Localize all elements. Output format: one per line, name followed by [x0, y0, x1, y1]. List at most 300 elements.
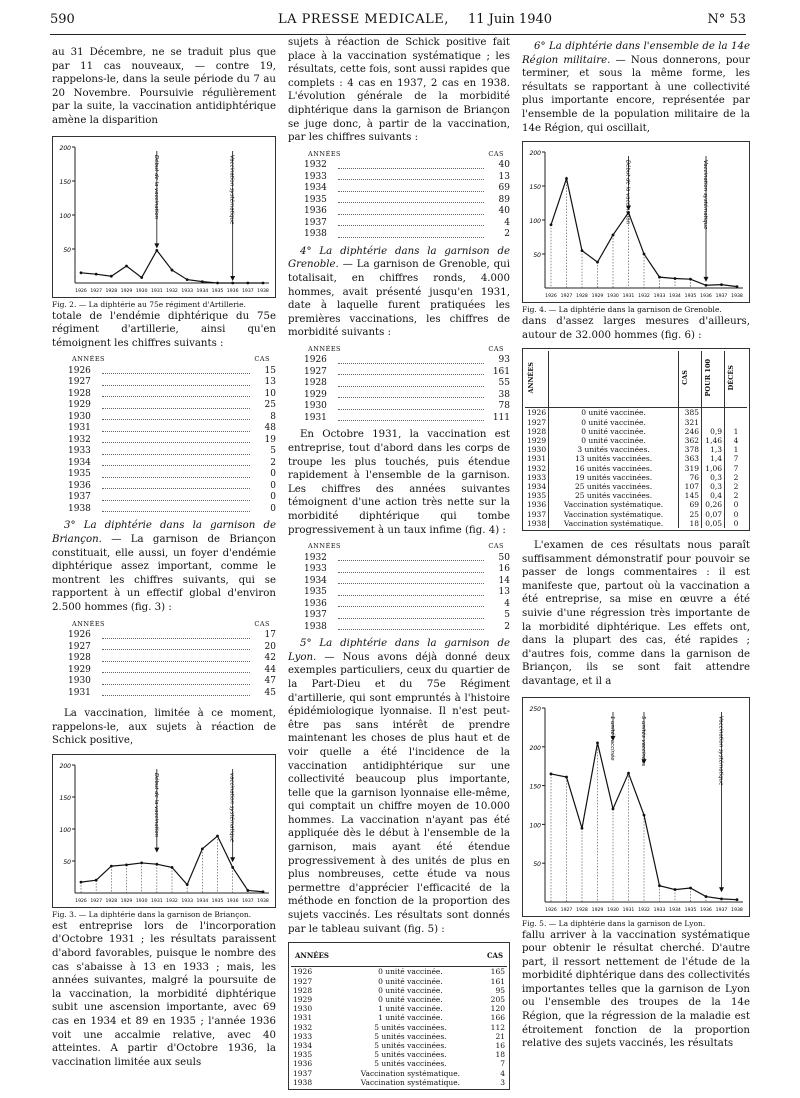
cases-cell: 78 [498, 401, 510, 412]
x-tick-label: 1929 [120, 898, 133, 904]
percent-cell: 0,05 [702, 519, 725, 528]
chart-fig3 [53, 755, 275, 907]
table-region [522, 348, 750, 531]
table-row [525, 427, 747, 436]
section-title: 6° La diphtérie dans l'ensemble de la 14e Région militaire. [522, 41, 750, 66]
x-tick-label: 1927 [560, 907, 573, 913]
cases-cell: 76 [679, 473, 702, 482]
col-header: ANNÉES [527, 361, 535, 394]
table-row [291, 967, 507, 977]
cases-cell: 161 [490, 976, 505, 986]
cases-cell: 145 [679, 491, 702, 500]
x-tick-label: 1933 [181, 898, 194, 904]
year-cell: 1933 [304, 171, 327, 182]
x-tick-label: 1938 [257, 898, 269, 904]
x-tick-label: 1937 [241, 898, 254, 904]
table-header [52, 619, 276, 631]
cases-cell: 47 [264, 676, 276, 686]
cases-cell: 4 [500, 1068, 505, 1078]
y-tick-label: 150 [529, 783, 541, 791]
percent-cell: 0,9 [702, 427, 725, 436]
year-cell: 1928 [68, 653, 91, 663]
y-tick-label: 50 [63, 858, 71, 866]
paragraph: En Octobre 1931, la vaccination est entreprise, tout d'abord dans les corps de troupe les plus touchés, puis étendue rapidement à l'ensemble de la garnison. Les chiffres des années suivantes témoignent d'une action très nette sur la morbidité diphtérique qui tombe progressivement à un taux infime (fig. 4) : [288, 429, 510, 536]
paragraph: totale de l'endémie diphtérique du 75e régiment d'artillerie, ainsi qu'en témoignent les chiffres suivants : [52, 310, 276, 349]
x-tick-label: 1931 [150, 288, 163, 294]
col-header: CAS [254, 355, 270, 364]
table-row [288, 587, 510, 599]
cases-table-grenoble-2 [288, 541, 510, 633]
annotation-arrowhead [154, 243, 159, 248]
cases-cell: 69 [498, 183, 510, 194]
year-cell: 1934 [525, 482, 549, 491]
cases-cell: 0 [270, 503, 276, 514]
cases-cell: 21 [495, 1031, 505, 1041]
year-cell: 1935 [525, 491, 549, 500]
cases-cell: 319 [679, 464, 702, 473]
section-text: — La garnison de Briançon constituait, elle aussi, un foyer d'endémie diphtérique assez important, comme le montrent les chiffres suivants, qui se rapportent à un effectif global d'environ 2.500 hommes (fig. 3) : [52, 533, 276, 613]
x-tick-label: 1931 [150, 898, 163, 904]
table-row [525, 519, 747, 528]
cases-cell: 385 [679, 408, 702, 418]
x-tick-label: 1926 [75, 898, 87, 904]
year-cell: 1936 [304, 206, 327, 217]
x-tick-label: 1933 [181, 288, 194, 294]
year-cell: 1933 [293, 1031, 313, 1041]
y-tick-label: 50 [533, 252, 541, 260]
cases-cell: 55 [498, 378, 510, 389]
x-tick-label: 1928 [576, 294, 588, 300]
figure-3 [52, 754, 276, 908]
status-cell: 3 unités vaccinées. [549, 445, 679, 454]
cases-cell: 95 [495, 985, 505, 995]
cases-cell: 362 [679, 436, 702, 445]
status-cell: 5 unités vaccinées. [374, 1059, 447, 1069]
table-header [288, 344, 510, 356]
cases-cell: 15 [264, 365, 276, 376]
status-cell: 0 unité vaccinée. [378, 985, 443, 995]
y-tick-label: 100 [59, 826, 71, 834]
status-cell: Vaccination systématique. [549, 510, 679, 519]
x-tick-label: 1932 [638, 907, 650, 913]
deaths-cell: 7 [733, 463, 739, 473]
cases-cell: 7 [500, 1059, 505, 1069]
cases-cell: 25 [264, 400, 276, 411]
table-row [52, 412, 276, 424]
year-cell: 1938 [304, 229, 327, 240]
journal-title: LA PRESSE MEDICALE, [278, 12, 449, 27]
annotation-label: Vaccination systématique [702, 160, 708, 230]
status-cell: 5 unités vaccinées. [374, 1050, 447, 1060]
x-tick-label: 1938 [731, 294, 743, 300]
year-cell: 1930 [525, 445, 549, 454]
cases-cell: 20 [264, 641, 276, 652]
x-tick-label: 1934 [196, 898, 209, 904]
page-header [50, 12, 746, 35]
x-tick-label: 1927 [560, 294, 573, 300]
figure-caption: Fig. 2. — La diphtérie au 75e régiment d'Artillerie. [52, 299, 246, 309]
cases-cell: 0 [270, 480, 276, 491]
percent-cell: 1,46 [702, 436, 725, 445]
cases-cell: 45 [264, 687, 276, 698]
year-cell: 1937 [68, 492, 91, 503]
x-tick-label: 1934 [669, 907, 681, 913]
percent-cell: 1,3 [702, 445, 725, 454]
paragraph: au 31 Décembre, ne se traduit plus que par 11 cas nouveaux, — contre 19, rappelons-le, dans la seule période du 7 au 20 Novembre. Poursuivie régulièrement par la suite, la vaccination antidiphtérique amène la disparition [52, 47, 276, 126]
status-cell: 19 unités vaccinées. [549, 473, 679, 482]
status-cell: 16 unités vaccinées. [549, 464, 679, 473]
table-row [52, 676, 276, 688]
year-cell: 1929 [293, 995, 313, 1005]
deaths-cell: 2 [733, 481, 739, 491]
table-row [288, 401, 510, 413]
table-row [52, 630, 276, 642]
cases-cell: 107 [679, 482, 702, 491]
year-cell: 1937 [304, 217, 327, 228]
year-cell: 1933 [525, 473, 549, 482]
year-cell: 1926 [293, 967, 313, 977]
table-row [291, 1059, 507, 1068]
y-tick-label: 150 [59, 178, 71, 186]
year-cell: 1928 [68, 388, 91, 399]
col-header: CAS [681, 370, 689, 386]
status-cell: 0 unité vaccinée. [378, 976, 443, 986]
x-tick-label: 1933 [653, 294, 666, 300]
year-cell: 1934 [304, 183, 327, 194]
year-cell: 1935 [304, 587, 327, 598]
cases-cell: 40 [498, 160, 510, 171]
year-cell: 1932 [68, 434, 91, 445]
col-header: ANNÉES [308, 542, 342, 551]
table-row [52, 642, 276, 654]
figure-5 [522, 697, 750, 917]
col-header: POUR 100 [704, 359, 712, 397]
cases-cell: 166 [490, 1013, 505, 1023]
x-tick-label: 1938 [257, 288, 269, 294]
x-tick-label: 1931 [622, 294, 635, 300]
cases-cell: 48 [264, 423, 276, 434]
year-cell: 1932 [304, 552, 327, 563]
status-cell: 0 unité vaccinée. [549, 408, 679, 418]
table-row [291, 1069, 507, 1078]
figure-4 [522, 141, 750, 303]
cases-cell: 10 [264, 388, 276, 399]
table-row [288, 206, 510, 218]
table-row [52, 458, 276, 470]
cases-cell: 16 [495, 1041, 505, 1051]
year-cell: 1932 [525, 464, 549, 473]
figure-caption: Fig. 5. — La diphtérie dans la garnison de Lyon. [522, 918, 706, 928]
figure-caption: Fig. 4. — La diphtérie dans la garnison de Grenoble. [522, 305, 722, 315]
table-row [288, 553, 510, 565]
year-cell: 1926 [304, 355, 327, 366]
x-tick-label: 1934 [196, 288, 209, 294]
table-row [288, 229, 510, 241]
percent-cell: 0,07 [702, 510, 725, 519]
cases-cell: 13 [498, 171, 510, 182]
cases-cell: 5 [270, 446, 276, 457]
section-title: 3° La diphtérie dans la garnison de Briançon. [52, 520, 276, 545]
year-cell: 1929 [68, 664, 91, 675]
figure-2 [52, 136, 276, 298]
year-cell: 1927 [304, 366, 327, 377]
table-row [291, 986, 507, 995]
paragraph: La vaccination, limitée à ce moment, rappelons-le, aux sujets à réaction de Schick positive, [52, 708, 276, 747]
year-cell: 1935 [293, 1050, 313, 1060]
status-cell: Vaccination systématique. [360, 1068, 461, 1078]
issue-date: 11 Juin 1940 [468, 12, 553, 27]
col-header: CAS [488, 542, 504, 551]
percent-cell: 1,4 [702, 454, 725, 463]
cases-cell: 17 [264, 630, 276, 640]
x-tick-label: 1936 [700, 907, 712, 913]
x-tick-label: 1937 [241, 288, 254, 294]
table-row [52, 366, 276, 378]
year-cell: 1928 [293, 985, 313, 995]
table-row [525, 464, 747, 473]
deaths-cell: 2 [733, 472, 739, 482]
cases-cell: 25 [679, 510, 702, 519]
x-tick-label: 1928 [105, 898, 118, 904]
annotation-label: vaccination systématique [228, 772, 235, 843]
section-paragraph [522, 40, 750, 135]
table-row [291, 1078, 507, 1087]
cases-cell: 16 [498, 564, 510, 575]
deaths-cell: 7 [733, 454, 739, 464]
paragraph: dans d'assez larges mesures d'ailleurs, autour de 32.000 hommes (fig. 6) : [522, 316, 750, 341]
y-tick-label: 150 [529, 184, 541, 192]
x-tick-label: 1926 [545, 907, 557, 913]
section-title: 5° La diphtérie dans la garnison de Lyon. [288, 638, 510, 663]
section-text: — Nous avons déjà donné deux exemples particuliers, ceux du quartier de la Part-Dieu et du 75e Régiment d'artillerie, qui sont empruntés à l'histoire épidémiologique lyonnaise. Il n'est peut-être pas sans intérêt de prendre maintenant les choses de plus haut et de voir quelle a été l'incidence de la vaccination antidiphtérique sur une collectivité beaucoup plus importante, telle que la garnison lyonnaise elle-même, qui comptait un chiffre moyen de 10.000 hommes. La vaccination n'ayant pas été appliquée dès le début à l'ensemble de la garnison, mais ayant été étendue progressivement à des unités de plus en plus nombreuses, cette étude va nous permettre d'apprécier l'efficacité de la méthode en fonction de la proportion des sujets vaccinés. Les résultats sont donnés par le tableau suivant (fig. 5) : [288, 651, 510, 935]
table-row [525, 473, 747, 482]
cases-cell: 165 [490, 967, 505, 977]
year-cell: 1926 [525, 408, 549, 418]
table-row [525, 482, 747, 491]
table-row [52, 665, 276, 677]
paragraph: fallu arriver à la vaccination systématique pour obtenir le résultat cherché. D'autre part, il ressort nettement de l'étude de la morbidité diphtérique dans des collectivités importantes telles que la garnison de Lyon ou l'ensemble des troupes de la 14e Région, que la régression de la maladie est étroitement fonction de la proportion relative des sujets vaccinés, les résultats [522, 929, 750, 1050]
cases-cell: 40 [498, 206, 510, 217]
cases-cell: 112 [490, 1022, 505, 1032]
paragraph: L'examen de ces résultats nous paraît suffisamment démonstratif pour pouvoir se passer de longs commentaires : il est manifeste que, partout où la vaccination a été entreprise, sa mise en œuvre a été suivie d'une régression très importante de la morbidité diphtérique. Les effets ont, dans la plupart des cas, été rapides ; d'autres fois, comme dans la garnison de Briançon, ils se sont fait attendre davantage, et il a [522, 539, 750, 687]
table-row [291, 1004, 507, 1013]
x-tick-label: 1927 [90, 288, 103, 294]
annotation-label: Vaccination systématique [228, 154, 235, 224]
table-row [291, 1023, 507, 1032]
annotation-label: Début de la vaccination [152, 154, 159, 219]
cases-cell: 18 [495, 1050, 505, 1060]
annotation-label: 1 unité vaccinée [609, 715, 615, 761]
year-cell: 1927 [293, 976, 313, 986]
percent-cell [702, 418, 725, 427]
annotation-label: 5 unités vaccinées [640, 715, 646, 766]
col-header: ANNÉES [291, 945, 345, 967]
cases-cell: 42 [264, 653, 276, 663]
x-tick-label: 1926 [75, 288, 87, 294]
year-cell: 1931 [293, 1013, 313, 1023]
x-tick-label: 1937 [715, 294, 728, 300]
table-row [525, 491, 747, 500]
y-tick-label: 100 [529, 821, 541, 829]
year-cell: 1928 [525, 427, 549, 436]
cases-table-grenoble [288, 344, 510, 425]
paragraph: est entreprise lors de l'incorporation d'Octobre 1931 ; les résultats paraissent d'abord favorables, puisque le nombre des cas s'abaisse à 13 en 1933 ; mais, les années suivantes, malgré la poursuite de la vaccination, la morbidité diphtérique subit une ascension importante, avec 69 cas en 1934 et 89 en 1935 ; l'année 1936 voit une accalmie relative, avec 40 atteintes. A partir d'Octobre 1936, la vaccination limitée aux seuls [52, 920, 276, 1068]
issue-number: N° 53 [707, 12, 746, 27]
cases-table-briancon [52, 619, 276, 700]
y-tick-label: 200 [529, 744, 541, 752]
table-row [288, 183, 510, 195]
annotation-arrowhead [704, 277, 709, 282]
table-lyon [288, 942, 510, 1090]
year-cell: 1926 [68, 630, 91, 640]
table-row [291, 1013, 507, 1022]
y-tick-label: 150 [59, 794, 71, 802]
table-row [288, 218, 510, 230]
year-cell: 1937 [304, 610, 327, 621]
year-cell: 1934 [68, 457, 91, 468]
table-row [288, 390, 510, 402]
year-cell: 1927 [68, 377, 91, 388]
cases-cell: 2 [504, 621, 510, 632]
year-cell: 1934 [293, 1041, 313, 1051]
year-cell: 1933 [68, 446, 91, 457]
annotation-label: Début de la vaccination [152, 772, 159, 837]
x-tick-label: 1928 [576, 907, 588, 913]
status-cell: 1 unité vaccinée. [378, 1004, 443, 1014]
table-row [52, 377, 276, 389]
y-tick-label: 200 [529, 150, 541, 158]
cases-cell: 378 [679, 445, 702, 454]
cases-cell: 44 [264, 664, 276, 675]
figure-caption: Fig. 3. — La diphtérie dans la garnison de Briançon. [52, 909, 252, 919]
table-row [288, 378, 510, 390]
paragraph: sujets à réaction de Schick positive fait place à la vaccination systématique ; les résultats, cette fois, sont aussi rapides que complets : 4 cas en 1937, 2 cas en 1938. L'évolution générale de la morbidité diphtérique dans la garnison de Briançon se juge donc, à partir de la vaccination, par les chiffres suivants : [288, 37, 510, 144]
cases-cell: 18 [679, 519, 702, 528]
year-cell: 1938 [68, 503, 91, 514]
cases-cell: 50 [498, 552, 510, 563]
table-row [288, 610, 510, 622]
x-tick-label: 1936 [226, 288, 239, 294]
cases-cell: 4 [504, 217, 510, 228]
x-tick-label: 1928 [105, 288, 118, 294]
series-line [81, 250, 263, 283]
table-row [52, 435, 276, 447]
year-cell: 1936 [304, 598, 327, 609]
status-cell: 0 unité vaccinée. [549, 427, 679, 436]
status-cell: 0 unité vaccinée. [549, 436, 679, 445]
deaths-cell: 1 [733, 445, 739, 455]
x-tick-label: 1930 [607, 294, 619, 300]
x-tick-label: 1935 [211, 288, 224, 294]
deaths-cell [725, 408, 748, 418]
year-cell: 1936 [293, 1059, 313, 1069]
status-cell: Vaccination systématique. [549, 500, 679, 509]
status-cell: 0 unité vaccinée. [549, 418, 679, 427]
deaths-cell: 0 [733, 518, 739, 528]
y-tick-label: 200 [59, 144, 71, 152]
table-row [52, 389, 276, 401]
annotation-arrowhead [719, 887, 724, 892]
cases-cell: 13 [264, 377, 276, 388]
cases-cell: 38 [498, 389, 510, 400]
cases-cell: 13 [498, 587, 510, 598]
status-cell: 0 unité vaccinée. [378, 967, 443, 977]
year-cell: 1931 [68, 423, 91, 434]
deaths-cell: 4 [733, 435, 739, 445]
table-row [52, 653, 276, 665]
y-tick-label: 50 [533, 860, 541, 868]
x-tick-label: 1929 [591, 907, 604, 913]
col-header: CAS [488, 149, 504, 158]
page-number: 590 [50, 12, 75, 27]
cases-cell: 2 [270, 457, 276, 468]
status-cell: 5 unités vaccinées. [374, 1031, 447, 1041]
deaths-cell: 1 [733, 426, 739, 436]
col-header: CAS [254, 619, 270, 628]
status-cell: 25 unités vaccinées. [549, 491, 679, 500]
section-paragraph [52, 519, 276, 614]
x-tick-label: 1932 [166, 288, 178, 294]
year-cell: 1929 [68, 400, 91, 411]
y-tick-label: 200 [59, 762, 71, 770]
table-header [52, 354, 276, 366]
annotation-arrowhead [230, 857, 235, 862]
table-row [288, 599, 510, 611]
annotation-arrowhead [154, 847, 159, 852]
section-text: — La garnison de Grenoble, qui totalisait, en chiffres ronds, 4.000 hommes, avait présenté jusqu'en 1931, date à laquelle furent pratiquées les premières vaccinations, les chiffres de morbidité suivants : [288, 259, 510, 339]
x-tick-label: 1927 [90, 898, 103, 904]
year-cell: 1930 [68, 676, 91, 686]
table-row [288, 367, 510, 379]
table-row [52, 423, 276, 435]
table-row [288, 160, 510, 172]
cases-cell: 246 [679, 427, 702, 436]
status-cell: 5 unités vaccinées. [374, 1041, 447, 1051]
section-title: 4° La diphtérie dans la garnison de Grenoble. [288, 245, 510, 271]
table-row [52, 469, 276, 481]
cases-table-75 [52, 354, 276, 515]
deaths-cell [725, 418, 748, 427]
year-cell: 1937 [525, 510, 549, 519]
year-cell: 1938 [293, 1077, 313, 1087]
table-row [52, 504, 276, 516]
x-tick-label: 1932 [638, 294, 650, 300]
cases-cell: 161 [492, 366, 510, 377]
year-cell: 1928 [304, 378, 327, 389]
x-tick-label: 1926 [545, 294, 557, 300]
year-cell: 1938 [525, 519, 549, 528]
x-tick-label: 1938 [731, 907, 743, 913]
chart-fig5 [523, 698, 749, 916]
year-cell: 1938 [304, 621, 327, 632]
cases-cell: 205 [490, 995, 505, 1005]
status-cell: 1 unité vaccinée. [378, 1013, 443, 1023]
table-row [291, 995, 507, 1004]
column-3 [522, 36, 750, 1051]
cases-cell: 4 [504, 598, 510, 609]
table-row [52, 446, 276, 458]
status-cell: 13 unités vaccinées. [549, 454, 679, 463]
cases-cell: 8 [270, 411, 276, 422]
year-cell: 1932 [293, 1022, 313, 1032]
year-cell: 1930 [293, 1004, 313, 1014]
cases-cell: 2 [504, 229, 510, 240]
cases-cell: 19 [264, 434, 276, 445]
status-cell: 25 unités vaccinées. [549, 482, 679, 491]
year-cell: 1930 [68, 411, 91, 422]
year-cell: 1937 [293, 1068, 313, 1078]
deaths-cell: 2 [733, 491, 739, 501]
